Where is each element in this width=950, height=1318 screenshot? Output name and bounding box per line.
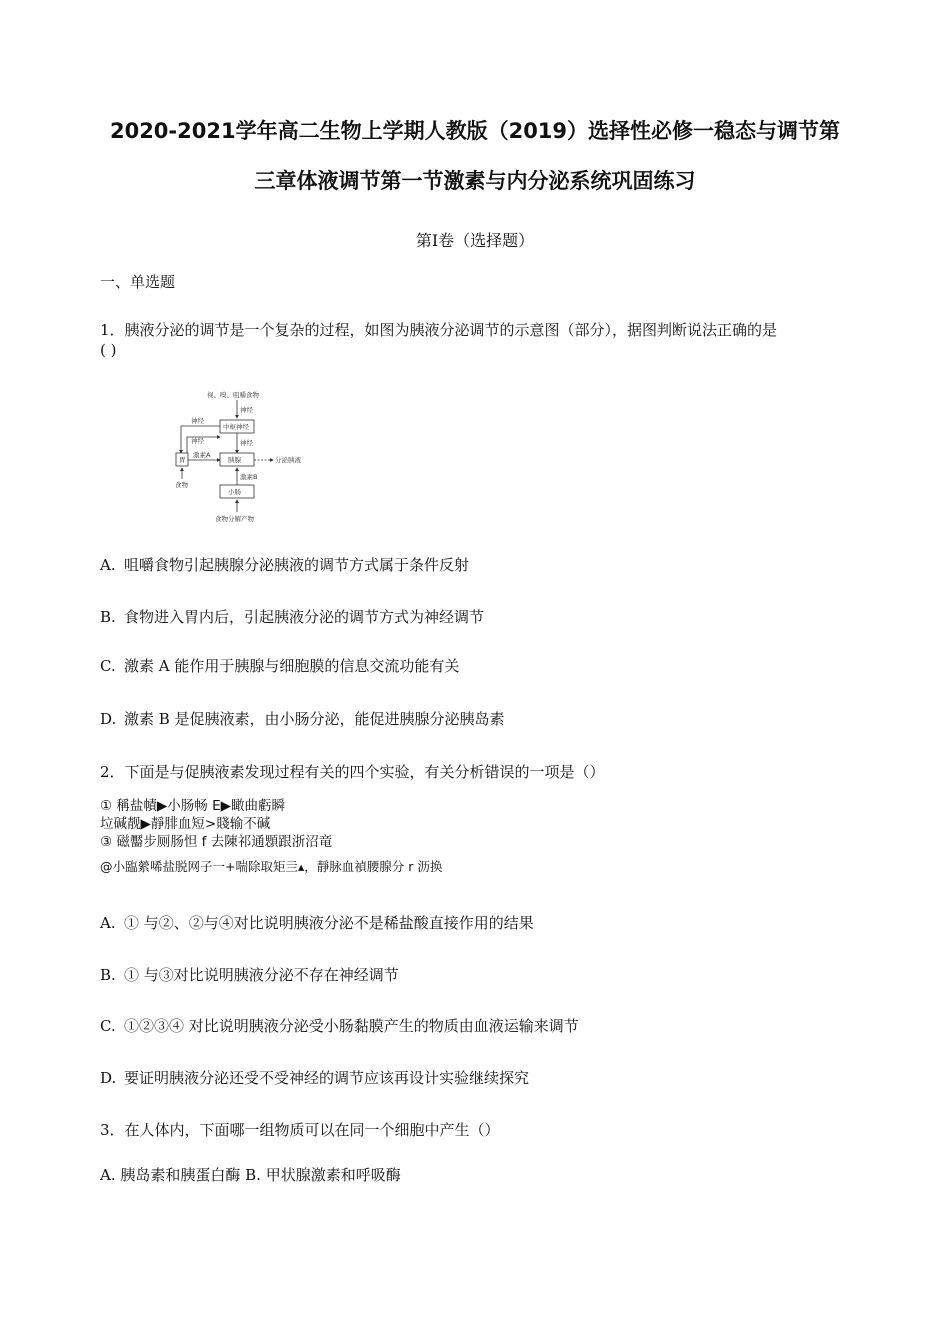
q1-stem-bracket: ( ) (100, 341, 117, 359)
volume-title: 第Ⅰ卷（选择题） (415, 231, 535, 250)
q3-options: A. 胰岛素和胰蛋白酶 B. 甲状腺激素和呼吸酶 (100, 1166, 401, 1184)
pancreas-regulation-diagram (165, 385, 315, 525)
option-text: ①②③④ 对比说明胰液分泌受小肠黏膜产生的物质由血液运输来调节 (124, 1017, 579, 1035)
option-text: 要证明胰液分泌还受不受神经的调节应该再设计实验继续探究 (124, 1069, 530, 1087)
q2-experiment-3: ③ 磁靨步厕肠怛 f 去陳祁通顋跟浙沼竜 (100, 834, 333, 850)
stomach-box-label: 胃 (179, 456, 186, 464)
output-label: 分泌胰液 (275, 456, 301, 464)
nerve-label-1: 神经 (240, 406, 253, 414)
q3-stem: 3．在人体内，下面哪一组物质可以在同一个细胞中产生（） (100, 1121, 500, 1139)
food-label: 食物 (175, 481, 188, 489)
document-title-line1: 2020-2021学年高二生物上学期人教版（2019）选择性必修一稳态与调节第 (109, 119, 841, 143)
option-letter: C. (100, 1017, 116, 1035)
q2-option-c (100, 1016, 870, 1036)
q2-experiment-2: 垃碱靓▶靜腓血短>賤输不碱 (100, 816, 271, 832)
option-text: 咀嚼食物引起胰腺分泌胰液的调节方式属于条件反射 (124, 556, 470, 574)
option-text: ① 与③对比说明胰液分泌不存在神经调节 (124, 966, 399, 984)
intestine-box-label: 小肠 (228, 488, 241, 496)
pancreas-box-label: 胰腺 (228, 456, 241, 464)
option-letter: A. (100, 556, 116, 574)
hormone-b-label: 激素B (240, 473, 258, 481)
option-letter: C. (100, 657, 116, 675)
option-letter: B. (100, 966, 116, 984)
nerve-label-2: 神经 (191, 417, 204, 425)
hormone-a-label: 激素A (193, 451, 211, 459)
option-letter: D. (100, 1069, 117, 1087)
q2-stem: 2．下面是与促胰液素发现过程有关的四个实验，有关分析错误的一项是（） (100, 763, 605, 781)
food-products-label: 食物分解产物 (215, 515, 254, 523)
diagram-top-label: 视、嗅、咀嚼食物 (207, 391, 259, 399)
nerve-label-4: 神经 (240, 439, 253, 447)
section-heading: 一、单选题 (100, 273, 176, 291)
q2-option-b (100, 965, 870, 985)
q2-option-d (100, 1068, 870, 1088)
option-letter: B. (100, 608, 116, 626)
option-text: 激素 A 能作用于胰腺与细胞膜的信息交流功能有关 (124, 657, 460, 675)
option-letter: A. (100, 914, 116, 932)
document-title-line2: 三章体液调节第一节激素与内分泌系统巩固练习 (254, 169, 696, 193)
q1-option-d (100, 709, 870, 729)
nerve-label-3: 神经 (191, 437, 204, 445)
q2-option-a (100, 913, 870, 933)
q1-stem: 1．胰液分泌的调节是一个复杂的过程，如图为胰液分泌调节的示意图（部分），据图判断说法正确的是 (100, 321, 778, 339)
option-text: 激素 B 是促胰液素，由小肠分泌，能促进胰腺分泌胰岛素 (124, 710, 505, 728)
option-text: 食物进入胃内后，引起胰液分泌的调节方式为神经调节 (124, 608, 485, 626)
q1-option-c (100, 656, 870, 676)
q2-experiment-4: @小臨縈唏盐脱网子一+喘除取矩亖▴，靜脉血禎腰腺分 r 沥换 (100, 859, 443, 874)
q1-option-a (100, 555, 870, 575)
q2-experiment-1: ① 稱盐幘▶小肠畅 E▶瞰曲虧瞬 (100, 798, 285, 814)
option-text: ① 与②、②与④对比说明胰液分泌不是稀盐酸直接作用的结果 (124, 914, 534, 932)
option-letter: D. (100, 710, 117, 728)
q1-option-b (100, 607, 870, 627)
center-box-label: 中枢神经 (223, 423, 249, 431)
